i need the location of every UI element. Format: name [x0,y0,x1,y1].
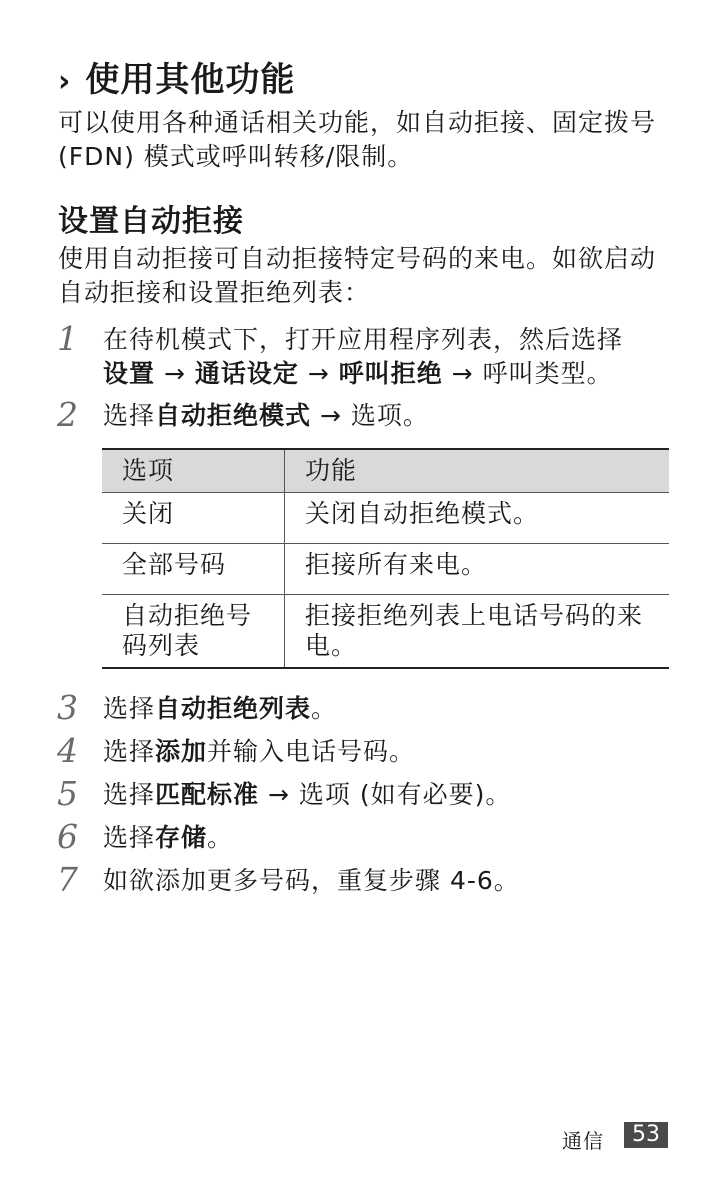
step-number: 2 [57,395,78,434]
step-number: 5 [57,774,78,813]
step-7-text: 如欲添加更多号码，重复步骤 4-6。 [103,866,520,895]
step-1-line-1: 在待机模式下，打开应用程序列表，然后选择 [103,325,624,354]
step-tail: → 呼叫类型。 [442,359,613,388]
chevron-right-icon: › [58,64,72,99]
step-tail: → 选项。 [311,401,429,430]
table-cell-function: 拒接拒绝列表上电话号码的来电。 [285,595,670,669]
step-number: 6 [57,817,78,856]
step-prefix: 选择 [103,737,156,766]
menu-path-call-settings: 通话设定 [194,359,299,388]
footer-section-label: 通信 [562,1129,604,1153]
step-tail: 并输入电话号码。 [207,737,416,766]
subsection-intro: 使用自动拒接可自动拒接特定号码的来电。如欲启动自动拒接和设置拒绝列表： [58,244,657,307]
table-cell-function: 拒接所有来电。 [285,544,670,595]
table-header-row [102,449,669,493]
step-number: 4 [57,731,78,770]
section-title [58,52,295,101]
table-row [102,544,669,595]
step-prefix: 选择 [103,401,156,430]
step-tail: 。 [207,823,234,852]
step-prefix: 选择 [103,780,156,809]
menu-path-call-reject: 呼叫拒绝 [338,359,443,388]
step-5-text [103,777,511,812]
step-2-text [103,398,429,433]
step-1-line-2 [103,356,613,391]
table-header-function: 功能 [285,449,670,493]
step-prefix: 选择 [103,823,156,852]
step-number: 7 [57,860,78,899]
table-cell-option: 自动拒绝号码列表 [102,595,285,669]
page-number-badge: 53 [624,1122,668,1148]
step-number: 3 [57,688,78,727]
arrow: → [155,359,195,388]
step-bold-term: 自动拒绝模式 [155,401,312,430]
section-title-text: 使用其他功能 [85,60,296,100]
menu-path-settings: 设置 [103,359,156,388]
table-cell-option: 全部号码 [102,544,285,595]
step-6-text [103,820,233,855]
subsection-title: 设置自动拒接 [58,204,244,239]
table-row [102,595,669,669]
arrow: → [298,359,339,388]
options-table [102,448,669,669]
section-intro: 可以使用各种通话相关功能，如自动拒接、固定拨号 (FDN) 模式或呼叫转移/限制。 [58,108,657,171]
step-prefix: 选择 [103,694,156,723]
table-header-option: 选项 [102,449,285,493]
step-bold-term: 匹配标准 [155,780,260,809]
step-bold-term: 添加 [155,737,208,766]
step-tail: → 选项 (如有必要)。 [259,780,512,809]
step-3-text [103,691,337,726]
table-cell-option: 关闭 [102,493,285,544]
step-tail: 。 [311,694,338,723]
table-cell-function: 关闭自动拒绝模式。 [285,493,670,544]
step-number: 1 [57,319,78,358]
step-bold-term: 自动拒绝列表 [155,694,312,723]
step-4-text [103,734,415,769]
step-bold-term: 存储 [155,823,208,852]
table-row [102,493,669,544]
